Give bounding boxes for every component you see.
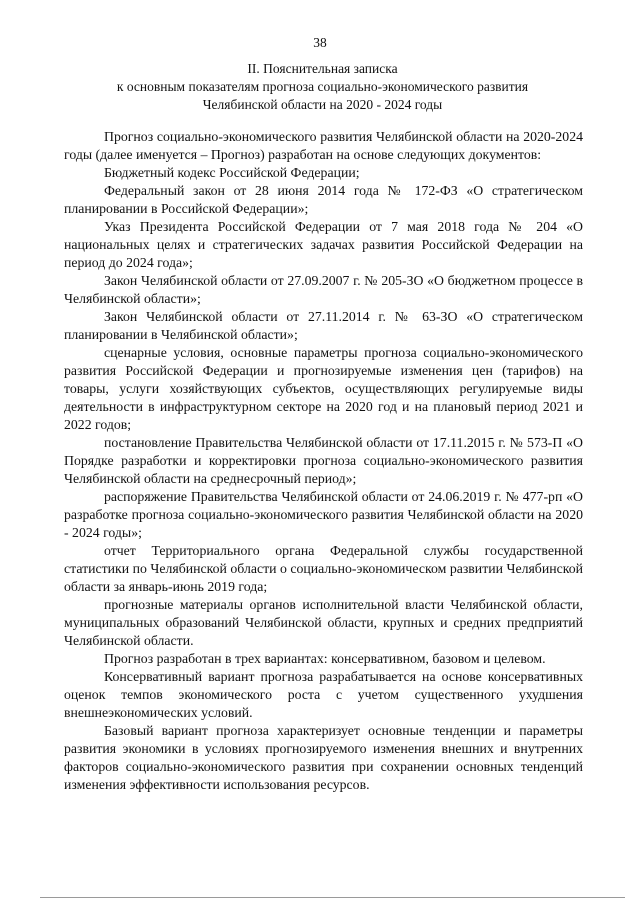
page-bottom-divider bbox=[40, 897, 625, 898]
document-body bbox=[64, 128, 583, 794]
paragraph-forecast-materials: прогнозные материалы органов исполнительной власти Челябинской области, муниципальных образований Челябинской области, крупных и средних предприятий Челябинской области. bbox=[64, 597, 583, 648]
paragraph-base-variant: Базовый вариант прогноза характеризует основные тенденции и параметры развития экономики в условиях прогнозируемого изменения внешних и внутренних факторов социально-экономического развития при сохранении основных тенденций изменения эффективности использования ресурсов. bbox=[64, 723, 583, 792]
paragraph-intro: Прогноз социально-экономического развития Челябинской области на 2020-2024 годы (далее именуется – Прогноз) разработан на основе следующих документов: bbox=[64, 129, 583, 162]
paragraph-statistics-report: отчет Территориального органа Федеральной службы государственной статистики по Челябинской области о социально-экономическом развитии Челябинской области за январь-июнь 2019 года; bbox=[64, 543, 583, 594]
page-number: 38 bbox=[313, 35, 327, 50]
heading-line-3: Челябинской области на 2020 - 2024 годы bbox=[202, 97, 443, 112]
paragraph-government-order: распоряжение Правительства Челябинской области от 24.06.2019 г. № 477-рп «О разработке прогноза социально-экономического развития Челябинской области на 2020 - 2024 годы»; bbox=[64, 489, 583, 540]
paragraph-presidential-decree: Указ Президента Российской Федерации от 7 мая 2018 года № 204 «О национальных целях и стратегических задачах развития Российской Федерации на период до 2024 года»; bbox=[64, 219, 583, 270]
heading-line-1: II. Пояснительная записка bbox=[247, 61, 398, 76]
paragraph-federal-law: Федеральный закон от 28 июня 2014 года № 172-ФЗ «О стратегическом планировании в Российской Федерации»; bbox=[64, 183, 583, 216]
paragraph-scenario-conditions: сценарные условия, основные параметры прогноза социально-экономического развития Российской Федерации и прогнозируемые изменения цен (тарифов) на товары, услуги хозяйствующих субъектов, осуществляющих регулируемые виды деятельности в инфраструктурном секторе на 2020 год и на плановый период 2021 и 2022 годов; bbox=[64, 345, 583, 432]
paragraph-regional-law-budget: Закон Челябинской области от 27.09.2007 г. № 205-ЗО «О бюджетном процессе в Челябинской области»; bbox=[64, 273, 583, 306]
paragraph-three-variants: Прогноз разработан в трех вариантах: консервативном, базовом и целевом. bbox=[104, 651, 546, 666]
section-heading bbox=[60, 60, 585, 114]
paragraph-regional-law-planning: Закон Челябинской области от 27.11.2014 г. № 63-ЗО «О стратегическом планировании в Челябинской области»; bbox=[64, 309, 583, 342]
paragraph-conservative-variant: Консервативный вариант прогноза разрабатывается на основе консервативных оценок темпов экономического роста с учетом существенного ухудшения внешнеэкономических условий. bbox=[64, 669, 583, 720]
heading-line-2: к основным показателям прогноза социально-экономического развития bbox=[116, 79, 529, 94]
paragraph-government-resolution: постановление Правительства Челябинской области от 17.11.2015 г. № 573-П «О Порядке разработки и корректировки прогноза социально-экономического развития Челябинской области на среднесрочный период»; bbox=[64, 435, 583, 486]
paragraph-budget-code: Бюджетный кодекс Российской Федерации; bbox=[104, 165, 360, 180]
